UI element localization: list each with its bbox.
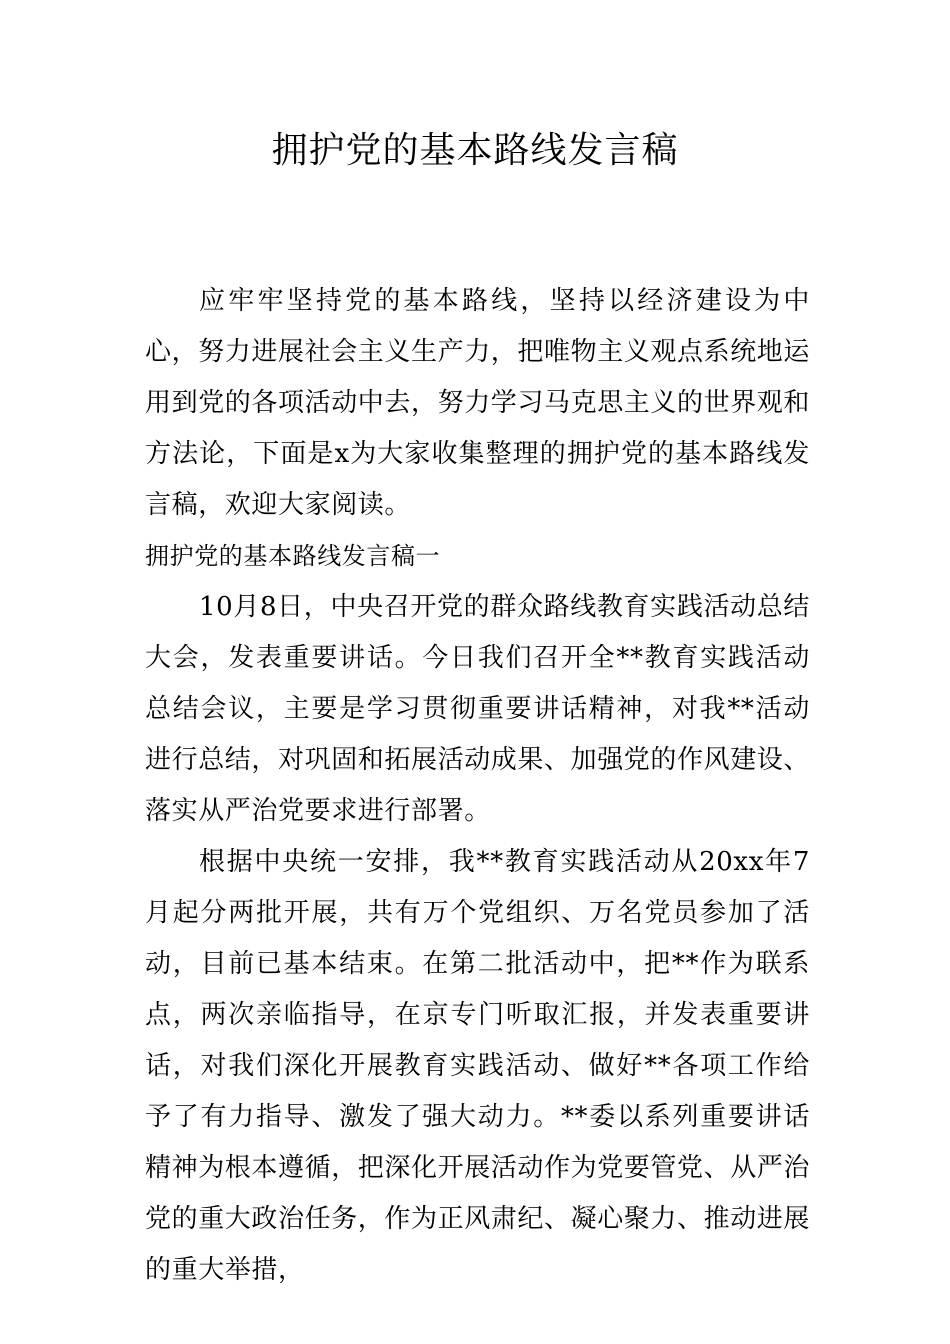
body-paragraph-2: 根据中央统一安排，我**教育实践活动从20xx年7月起分两批开展，共有万个党组织、万名党员参加了活动，目前已基本结束。在第二批活动中，把**作为联系点，两次亲临指导，在京专门听取汇报，并发表重要讲话，对我们深化开展教育实践活动、做好**各项工作给予了有力指导、激发了强大动力。**委以系列重要讲话精神为根本遵循，把深化开展活动作为党要管党、从严治党的重大政治任务，作为正风肃纪、凝心聚力、推动进展的重大举措， <box>145 847 811 1285</box>
document-title: 拥护党的基本路线发言稿 <box>271 130 679 171</box>
intro-paragraph: 应牢牢坚持党的基本路线，坚持以经济建设为中心，努力进展社会主义生产力，把唯物主义观点系统地运用到党的各项活动中去，努力学习马克思主义的世界观和方法论，下面是x为大家收集整理的拥护党的基本路线发言稿，欢迎大家阅读。 <box>145 286 811 520</box>
document-body <box>145 276 810 1296</box>
body-paragraph-1: 10月8日，中央召开党的群众路线教育实践活动总结大会，发表重要讲话。今日我们召开全**教育实践活动总结会议，主要是学习贯彻重要讲话精神，对我**活动进行总结，对巩固和拓展活动成果、加强党的作风建设、落实从严治党要求进行部署。 <box>145 592 811 826</box>
section-heading: 拥护党的基本路线发言稿一 <box>145 542 441 570</box>
